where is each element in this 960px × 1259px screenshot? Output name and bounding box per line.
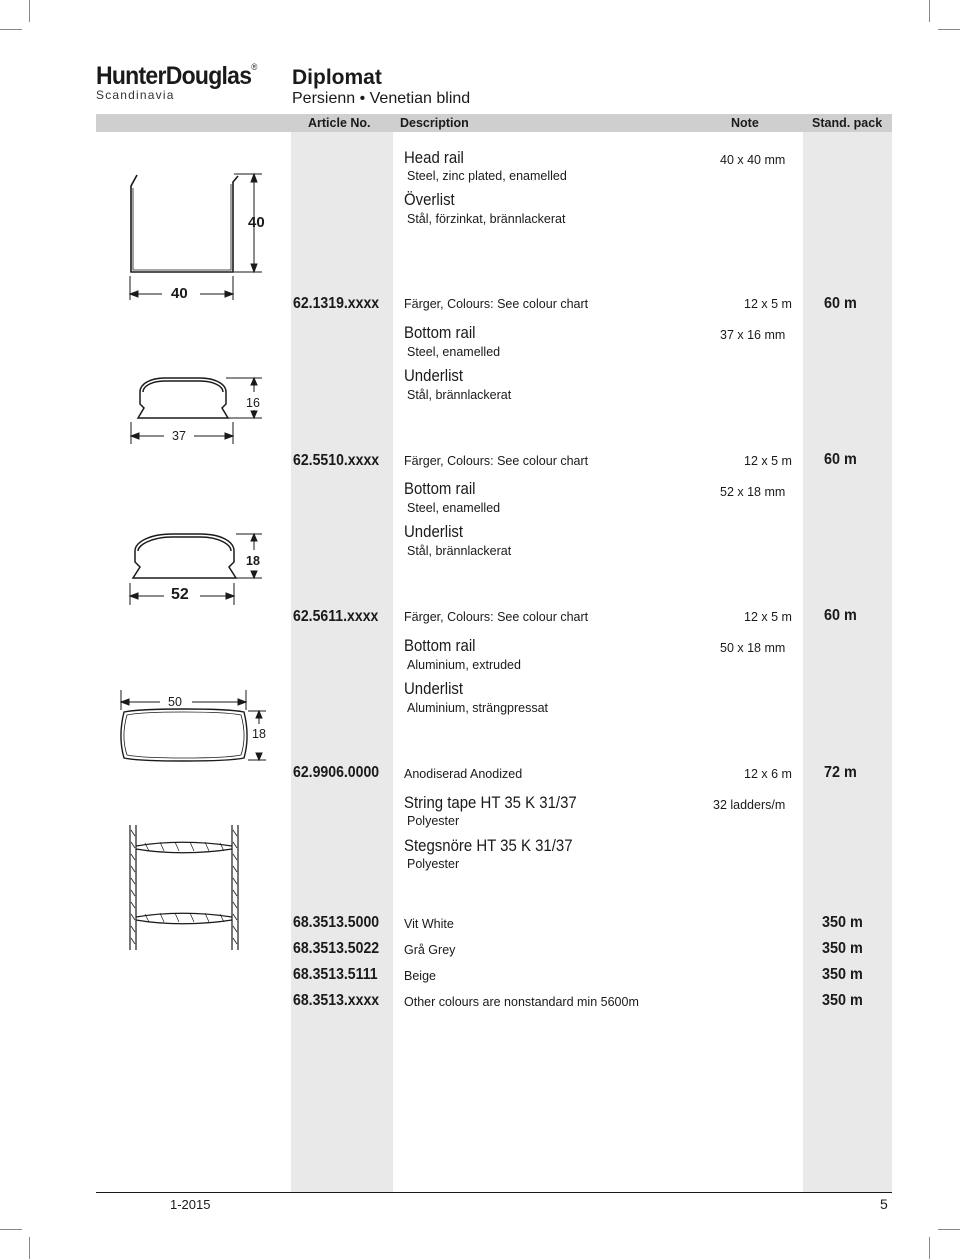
column-header-stand-pack: Stand. pack [812,116,883,130]
bottom-rail-50-width-dimension [121,690,246,710]
bottom-rail-52-height-label: 18 [246,554,260,568]
product-note: 40 x 40 mm [720,153,786,167]
bottom-rail-37-width-label: 37 [172,429,186,443]
product-desc-en: Steel, enamelled [407,501,501,515]
product-name-sv: Överlist [404,190,455,209]
product-name-sv: Stegsnöre HT 35 K 31/37 [404,836,573,855]
product-name-sv: Underlist [404,679,464,698]
article-quantity: 12 x 5 m [744,454,792,468]
product-desc-en: Steel, enamelled [407,345,501,359]
product-note: 52 x 18 mm [720,485,786,499]
article-quantity: 12 x 5 m [744,297,792,311]
article-description: Färger, Colours: See colour chart [404,610,589,624]
bottom-rail-52-width-label: 52 [171,586,189,603]
bottom-rail-37-height-label: 16 [246,396,260,410]
tape-article-description: Grå Grey [404,943,456,957]
head-rail-width-label: 40 [171,285,188,302]
product-desc-sv: Stål, förzinkat, brännlackerat [407,212,566,226]
head-rail-height-label: 40 [248,214,265,231]
bottom-rail-50-profile-drawing [121,709,247,761]
string-tape-ladder-drawing [130,825,238,950]
tape-stand-pack-value: 350 m [822,940,863,957]
product-name-sv: Underlist [404,522,464,541]
product-note: 50 x 18 mm [720,641,786,655]
product-name-en: Bottom rail [404,323,476,342]
stand-pack-value: 60 m [824,607,857,624]
article-number: 62.5510.xxxx [293,452,380,469]
article-description: Anodiserad Anodized [404,767,523,781]
article-number: 62.1319.xxxx [293,295,380,312]
column-header-description: Description [400,116,469,130]
product-name-en: Bottom rail [404,479,476,498]
article-number: 62.9906.0000 [293,764,380,781]
footer-date: 1-2015 [170,1197,211,1212]
product-desc-en: Polyester [407,814,460,828]
page-number: 5 [880,1196,888,1212]
column-header-note: Note [731,116,759,130]
bottom-rail-52-profile-drawing [133,534,236,578]
bottom-rail-50-height-label: 18 [252,727,266,741]
tape-article-description: Beige [404,969,436,983]
tape-stand-pack-value: 350 m [822,914,863,931]
tape-article-number: 68.3513.5000 [293,914,380,931]
article-description: Färger, Colours: See colour chart [404,454,589,468]
tape-stand-pack-value: 350 m [822,992,863,1009]
page-title: Diplomat [292,66,382,89]
product-desc-sv: Stål, brännlackerat [407,388,512,402]
product-desc-sv: Aluminium, strängpressat [407,701,549,715]
product-note: 32 ladders/m [713,798,786,812]
brand-region: Scandinavia [96,88,175,102]
article-number: 62.5611.xxxx [293,608,379,625]
product-name-en: Bottom rail [404,636,476,655]
stand-pack-value: 60 m [824,451,857,468]
tape-article-description: Vit White [404,917,454,931]
article-quantity: 12 x 5 m [744,610,792,624]
stand-pack-value: 60 m [824,295,857,312]
product-name-en: Head rail [404,148,464,167]
product-name-sv: Underlist [404,366,464,385]
tape-article-number: 68.3513.5111 [293,966,378,983]
product-desc-en: Steel, zinc plated, enamelled [407,169,567,183]
article-quantity: 12 x 6 m [744,767,792,781]
stand-pack-value: 72 m [824,764,857,781]
tape-stand-pack-value: 350 m [822,966,863,983]
product-desc-en: Aluminium, extruded [407,658,521,672]
bottom-rail-50-width-label: 50 [168,695,182,709]
column-header-article: Article No. [308,116,371,130]
head-rail-profile-drawing [131,175,238,272]
product-desc-sv: Stål, brännlackerat [407,544,512,558]
bottom-rail-37-profile-drawing [138,378,228,418]
brand-name: HunterDouglas [96,62,252,90]
page-subtitle: Persienn • Venetian blind [292,90,471,107]
brand-registered-mark: ® [251,62,257,72]
tape-article-number: 68.3513.xxxx [293,992,380,1009]
product-note: 37 x 16 mm [720,328,786,342]
tape-article-description: Other colours are nonstandard min 5600m [404,995,639,1009]
tape-article-number: 68.3513.5022 [293,940,380,957]
article-description: Färger, Colours: See colour chart [404,297,589,311]
product-name-en: String tape HT 35 K 31/37 [404,793,577,812]
product-desc-sv: Polyester [407,857,460,871]
